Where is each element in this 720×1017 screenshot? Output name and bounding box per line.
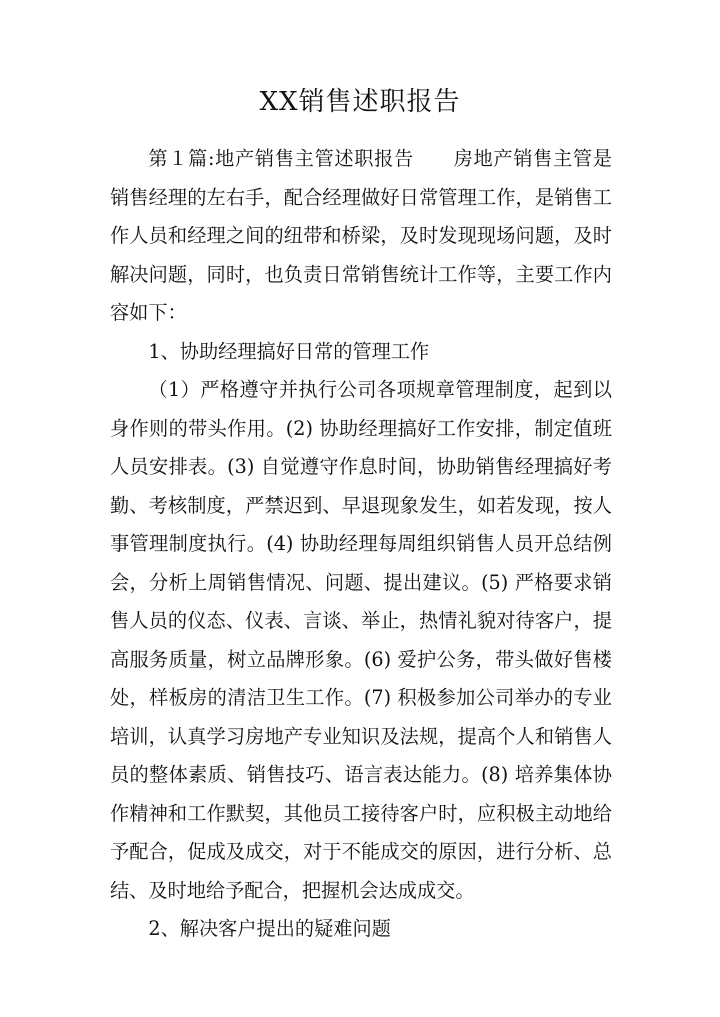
section-2-heading: 2、解决客户提出的疑难问题 (148, 917, 391, 940)
section-1-paragraph: （1）严格遵守并执行公司各项规章管理制度，起到以身作则的带头作用。(2) 协助经理搞好工作安排，制定值班人员安排表。(3) 自觉遵守作息时间，协助销售经理搞好考勤、考核制度，严禁迟到、早退现象发生，如若发现，按人事管理制度执行。(4) 协助经理每周组织销售人员开总结例会，分析上周销售情况、问题、提出建议。(5) 严格要求销售人员的仪态、仪表、言谈、举止，热情礼貌对待客户，提高服务质量，树立品牌形象。(6) 爱护公务，带头做好售楼处，样板房的清洁卫生工作。(7) 积极参加公司举办的专业培训，认真学习房地产专业知识及法规，提高个人和销售人员的整体素质、销售技巧、语言表达能力。(8) 培养集体协作精神和工作默契，其他员工接待客户时，应积极主动地给予配合，促成及成交，对于不能成交的原因，进行分析、总结、及时地给予配合，把握机会达成成交。 (110, 378, 612, 902)
document-title: XX销售述职报告 (259, 87, 461, 117)
intro-paragraph: 第１篇:地产销售主管述职报告 房地产销售主管是销售经理的左右手，配合经理做好日常管理工作，是销售工作人员和经理之间的纽带和桥梁，及时发现现场问题，及时解决问题，同时，也负责日常销售统计工作等，主要工作内容如下： (110, 147, 612, 324)
document-body (110, 140, 612, 949)
section-1-heading: 1、协助经理搞好日常的管理工作 (148, 339, 430, 363)
